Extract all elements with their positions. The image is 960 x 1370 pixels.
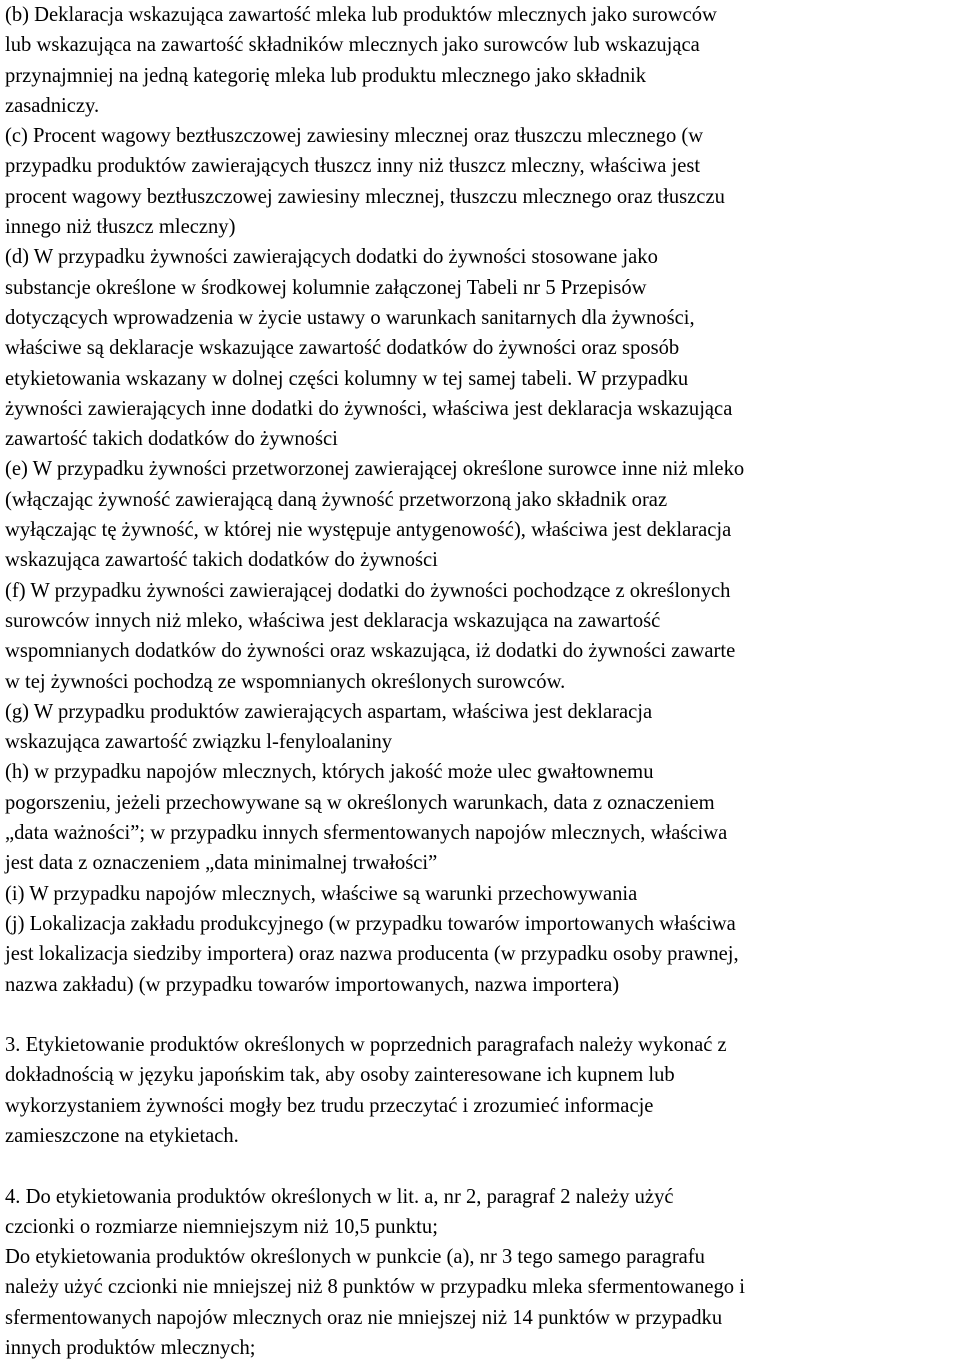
paragraph-spacer [5,1000,957,1030]
text-line: „data ważności”; w przypadku innych sfermentowanych napojów mlecznych, właściwa [5,822,728,845]
text-line: substancje określone w środkowej kolumnie załączonej Tabeli nr 5 Przepisów [5,276,647,299]
text-line: jest data z oznaczeniem „data minimalnej trwałości” [5,852,438,875]
paragraph-d [5,242,957,454]
text-line: 3. Etykietowanie produktów określonych w poprzednich paragrafach należy wykonać z [5,1034,727,1057]
text-line: zasadniczy. [5,94,100,117]
paragraph-g [5,697,957,758]
text-line: wyłączając tę żywność, w której nie występuje antygenowość), właściwa jest deklaracja [5,519,732,542]
paragraph-e [5,454,957,575]
paragraph-p4b [5,1242,957,1363]
text-line: surowców innych niż mleko, właściwa jest deklaracja wskazująca na zawartość [5,609,661,632]
text-line: przynajmniej na jedną kategorię mleka lub produktu mlecznego jako składnik [5,64,647,87]
text-line: należy użyć czcionki nie mniejszej niż 8 punktów w przypadku mleka sfermentowanego i [5,1276,745,1299]
text-line: (włączając żywność zawierającą daną żywność przetworzoną jako składnik oraz [5,488,668,511]
text-line: wskazująca zawartość związku l-fenyloalaniny [5,731,393,754]
text-line: zawartość takich dodatków do żywności [5,428,338,451]
text-line: (h) w przypadku napojów mlecznych, których jakość może ulec gwałtownemu [5,761,654,784]
text-line: procent wagowy beztłuszczowej zawiesiny mlecznej, tłuszczu mlecznego oraz tłuszczu [5,185,725,208]
text-line: (j) Lokalizacja zakładu produkcyjnego (w przypadku towarów importowanych właściwa [5,912,736,935]
text-line: w tej żywności pochodzą ze wspomnianych określonych surowców. [5,670,566,693]
text-line: innego niż tłuszcz mleczny) [5,216,236,239]
text-line: etykietowania wskazany w dolnej części kolumny w tej samej tabeli. W przypadku [5,367,689,390]
paragraph-c [5,121,957,242]
text-line: (b) Deklaracja wskazująca zawartość mleka lub produktów mlecznych jako surowców [5,4,717,26]
text-line: jest lokalizacja siedziby importera) oraz nazwa producenta (w przypadku osoby prawnej, [5,943,739,966]
paragraph-p4 [5,1182,957,1243]
text-line: (f) W przypadku żywności zawierającej dodatki do żywności pochodzące z określonych [5,579,731,602]
text-line: innych produktów mlecznych; [5,1337,256,1360]
text-line: czcionki o rozmiarze niemniejszym niż 10,5 punktu; [5,1215,438,1238]
text-line: dokładnością w języku japońskim tak, aby osoby zainteresowane ich kupnem lub [5,1064,675,1087]
text-line: właściwe są deklaracje wskazujące zawartość dodatków do żywności oraz sposób [5,337,680,360]
text-line: (c) Procent wagowy beztłuszczowej zawiesiny mlecznej oraz tłuszczu mlecznego (w [5,125,704,148]
text-line: lub wskazująca na zawartość składników mlecznych jako surowców lub wskazująca [5,34,700,57]
text-line: zamieszczone na etykietach. [5,1124,239,1147]
paragraph-j [5,909,957,1000]
text-line: wykorzystaniem żywności mogły bez trudu przeczytać i zrozumieć informacje [5,1094,654,1117]
text-line: wspomnianych dodatków do żywności oraz wskazująca, iż dodatki do żywności zawarte [5,640,736,663]
text-line: przypadku produktów zawierających tłuszcz inny niż tłuszcz mleczny, właściwa jest [5,155,701,178]
text-line: 4. Do etykietowania produktów określonych w lit. a, nr 2, paragraf 2 należy użyć [5,1185,674,1208]
paragraph-spacer [5,1151,957,1181]
paragraph-h [5,757,957,878]
text-line: (g) W przypadku produktów zawierających aspartam, właściwa jest deklaracja [5,700,653,723]
paragraph-f [5,576,957,697]
text-line: (e) W przypadku żywności przetworzonej zawierającej określone surowce inne niż mleko [5,458,745,481]
text-line: żywności zawierających inne dodatki do żywności, właściwa jest deklaracja wskazująca [5,397,733,420]
document-body [5,0,957,1363]
paragraph-p3 [5,1030,957,1151]
text-line: dotyczących wprowadzenia w życie ustawy o warunkach sanitarnych dla żywności, [5,306,695,329]
text-line: wskazująca zawartość takich dodatków do żywności [5,549,438,572]
text-line: sfermentowanych napojów mlecznych oraz nie mniejszej niż 14 punktów w przypadku [5,1306,723,1329]
paragraph-i [5,879,957,909]
text-line: pogorszeniu, jeżeli przechowywane są w określonych warunkach, data z oznaczeniem [5,791,715,814]
text-line: Do etykietowania produktów określonych w punkcie (a), nr 3 tego samego paragrafu [5,1246,705,1269]
paragraph-b [5,0,957,121]
text-line: (d) W przypadku żywności zawierających dodatki do żywności stosowane jako [5,246,658,269]
text-line: (i) W przypadku napojów mlecznych, właściwe są warunki przechowywania [5,882,638,905]
text-line: nazwa zakładu) (w przypadku towarów importowanych, nazwa importera) [5,973,620,996]
